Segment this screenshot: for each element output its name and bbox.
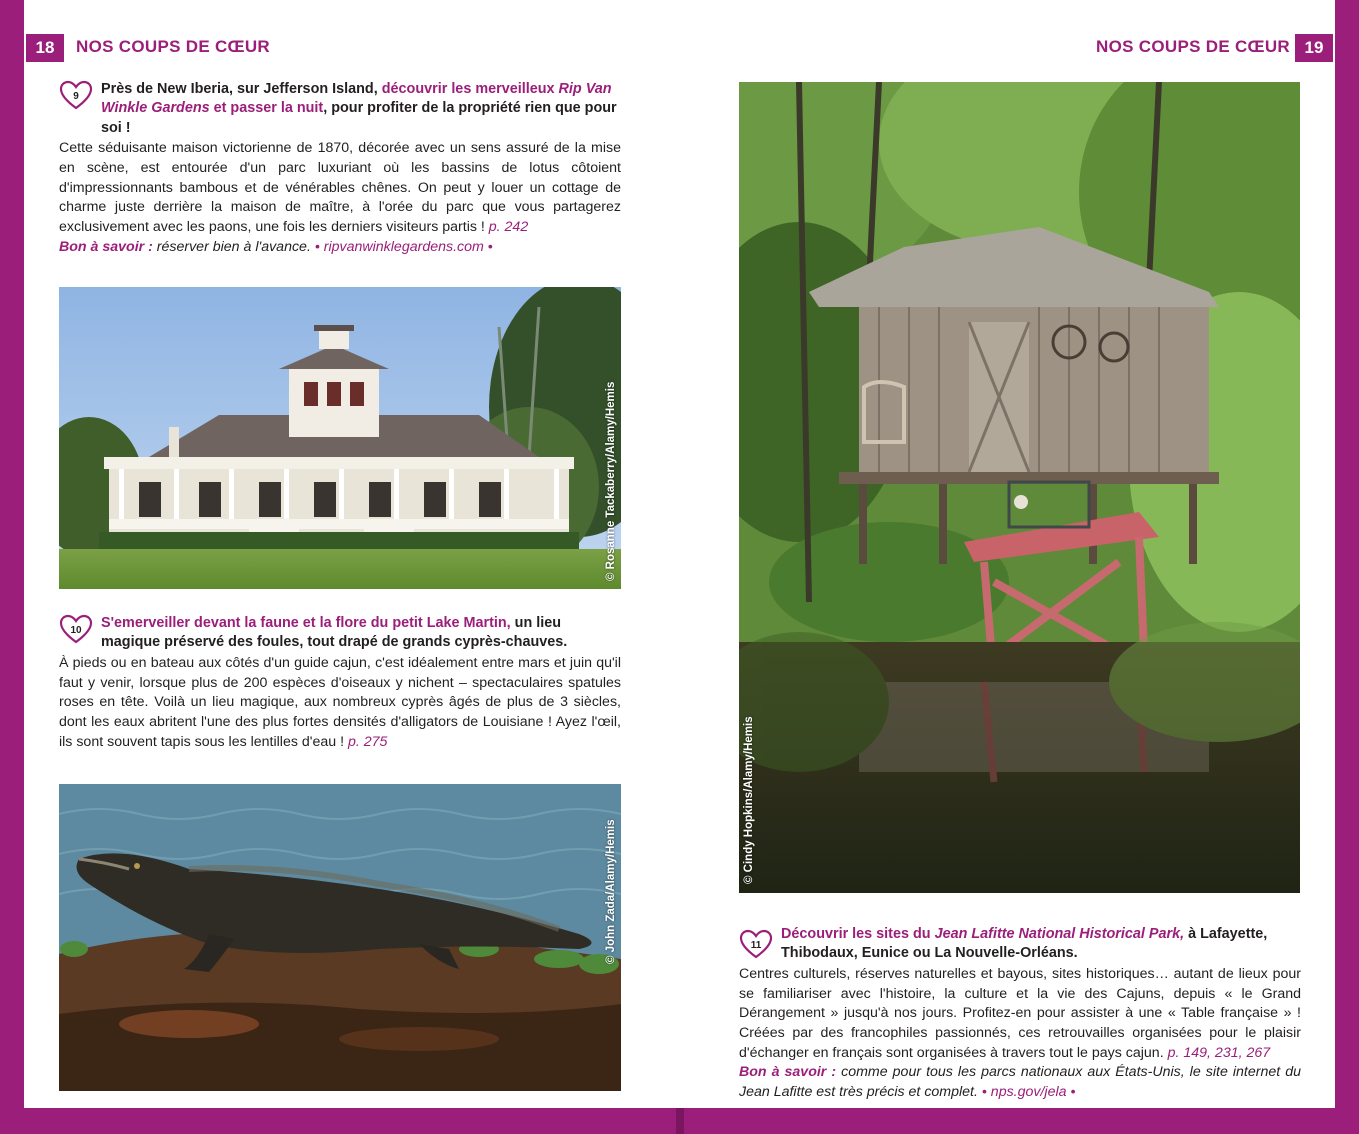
entry-body (59, 654, 621, 753)
entry-number: 10 (70, 625, 82, 636)
entry-lead (781, 925, 1301, 964)
lead-text: Près de New Iberia, sur Jefferson Island, (101, 81, 382, 97)
frame-top-left (0, 0, 24, 1134)
lead-accent: Découvrir les sites du (781, 926, 935, 942)
tip-text: réserver bien à l'avance. (152, 238, 315, 255)
page-reference: p. 242 (488, 219, 529, 236)
photo-credit: © Rosanne Tackaberry/Alamy/Hemis (605, 381, 617, 581)
page-number-left: 18 (26, 34, 64, 62)
photo-alligator (59, 784, 621, 1091)
photo-bayou-cabin (739, 82, 1300, 893)
body-text: À pieds ou en bateau aux côtés d'un guide cajun, c'est idéalement entre mars et juin qu'il faut y venir, lorsque plus de 200 espèces d'oiseaux y nichent – spectaculaires spatules roses en tête. Voilà un lieu magique, aux nombreux cyprès âgés de plus de 3 siècles, dont les eaux abritent l'une des plus fortes densités d'alligators de Louisiane ! Ayez l'œil, ils sont souvent tapis sous les lentilles d'eau ! (59, 654, 621, 750)
page-reference: p. 275 (347, 733, 388, 750)
entry-body (739, 965, 1301, 1103)
heart-number-icon (59, 80, 93, 110)
tip-link[interactable]: • ripvanwinklegardens.com • (314, 238, 493, 255)
entry-lead (101, 614, 621, 653)
photo-victorian-house (59, 287, 621, 589)
page-reference: p. 149, 231, 267 (1167, 1044, 1271, 1061)
entry-body (59, 139, 621, 257)
body-text: Cette séduisante maison victorienne de 1870, décorée avec un sens assuré de la mise en scène, est entourée d'un parc luxuriant où les bassins de lotus côtoient d'impressionnants bambous et de vénérables chênes. On peut y louer un cottage de charme juste derrière la maison de maître, à l'orée du parc que vous partagerez exclusivement avec les paons, une fois les derniers visiteurs partis ! (59, 140, 621, 236)
lead-accent: découvrir les merveilleux (381, 81, 559, 97)
page-number-right: 19 (1295, 34, 1333, 62)
tip-label: Bon à savoir : (59, 238, 153, 255)
entry-number: 11 (750, 940, 762, 951)
entry-lead (101, 80, 621, 138)
tip-link[interactable]: • nps.gov/jela • (981, 1084, 1076, 1101)
lead-text: , pour profiter de la propriété rien que pour soi ! (101, 100, 617, 136)
tip-label: Bon à savoir : (739, 1064, 837, 1081)
page-header-left: NOS COUPS DE CŒUR (76, 37, 271, 56)
lead-accent-italic: Jean Lafitte National Historical Park, (934, 926, 1185, 942)
entry-11 (739, 925, 1301, 1103)
lead-text: à Lafayette, Thibodaux, Eunice ou La Nouvelle-Orléans. (781, 926, 1268, 962)
photo-credit: © John Zada/Alamy/Hemis (605, 819, 617, 964)
entry-10 (59, 614, 621, 752)
lead-text: un lieu magique préservé des foules, tout drapé de grands cyprès-chauves. (101, 615, 568, 651)
page-header-right: NOS COUPS DE CŒUR (1096, 37, 1291, 56)
heart-number-icon (739, 929, 773, 959)
frame-right (1335, 0, 1359, 1134)
lead-accent: S'emerveiller devant la faune et la flore du petit Lake Martin, (101, 615, 511, 631)
heart-number-icon (59, 614, 93, 644)
lead-accent: et passer la nuit (209, 100, 324, 117)
entry-9 (59, 80, 621, 257)
body-text: Centres culturels, réserves naturelles et bayous, sites historiques… autant de lieux pour se familiariser avec l'histoire, la culture et la vie des Cajuns, depuis « le Grand Dérangement » jusqu'à nos jours. Profitez-en pour assister à une « Table française » ! Créées par des francophiles passionnés, ces retrouvailles organisées pour le plaisir d'échanger en français sont organisées à travers tout le pays cajun. (739, 965, 1301, 1061)
entry-number: 9 (73, 91, 79, 102)
lead-accent-italic: Rip Van Winkle Gardens (101, 81, 612, 117)
photo-credit: © Cindy Hopkins/Alamy/Hemis (743, 716, 755, 884)
tip-text: comme pour tous les parcs nationaux aux États-Unis, le site internet du Jean Lafitte est très précis et complet. (739, 1064, 1301, 1101)
book-gutter (676, 1108, 684, 1134)
